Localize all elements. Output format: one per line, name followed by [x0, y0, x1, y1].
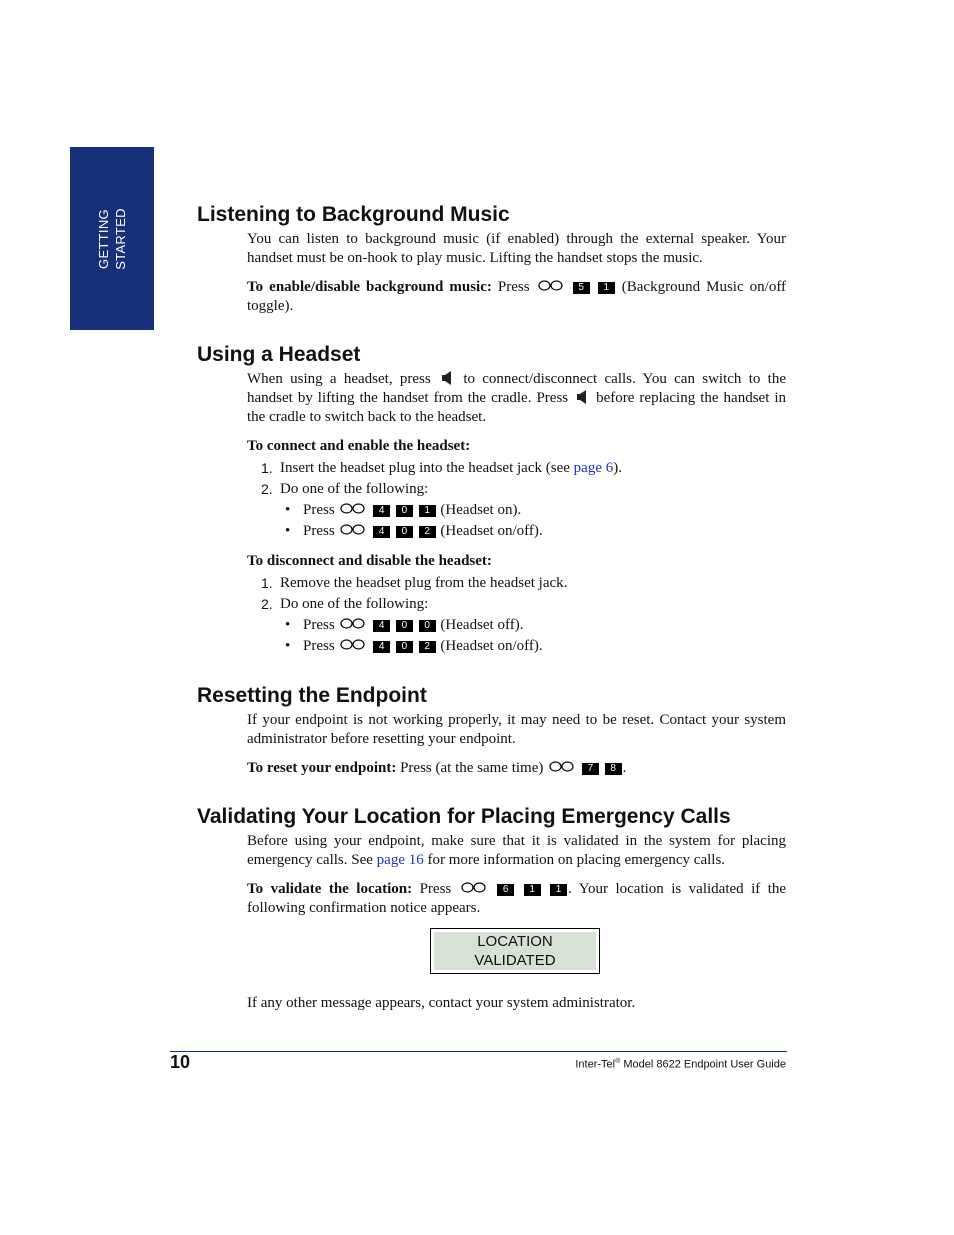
paragraph: Before using your endpoint, make sure that it is validated in the system for placing emergency calls. See page 16 for more information on placing emergency calls.	[247, 833, 786, 868]
key-1: 1	[419, 505, 436, 517]
section-body-emergency	[247, 832, 786, 1013]
speaker-button-icon	[576, 390, 588, 404]
list-item: • Press 4 0 2 (Headset on/off).	[285, 523, 543, 539]
footer-title: Inter-Tel® Model 8622 Endpoint User Guide	[575, 1058, 786, 1071]
section-title-background-music: Listening to Background Music	[197, 203, 510, 226]
instruction-reset: To reset your endpoint: Press (at the same time) 7 8 .	[247, 760, 627, 776]
feature-button-icon	[340, 503, 365, 514]
page-16-link[interactable]: page 16	[376, 852, 424, 868]
feature-button-icon	[461, 882, 486, 893]
chapter-tab	[70, 147, 154, 330]
page-6-link[interactable]: page 6	[573, 460, 614, 476]
key-5: 5	[573, 282, 590, 294]
display-notice: LOCATION VALIDATED	[434, 932, 596, 970]
key-4: 4	[373, 526, 390, 538]
list-item: 2. Do one of the following: • Press 4 0 0 (Headset off). • Press 4 0 2 (Headset on/off).	[247, 594, 786, 657]
speaker-button-icon	[441, 371, 453, 385]
options-disconnect	[280, 615, 786, 657]
instruction-validate: To validate the location: Press 6 1 1 . Your location is validated if the following confirmation notice appears.	[247, 881, 787, 916]
list-item: • Press 4 0 1 (Headset on).	[285, 502, 522, 518]
feature-button-icon	[340, 618, 365, 629]
paragraph: You can listen to background music (if enabled) through the external speaker. Your handset must be on-hook to play music. Lifting the handset stops the music.	[247, 231, 786, 266]
list-item: • Press 4 0 2 (Headset on/off).	[285, 638, 543, 654]
section-body-reset	[247, 711, 786, 778]
steps-connect	[247, 458, 786, 542]
feature-button-icon	[549, 761, 574, 772]
feature-button-icon	[340, 639, 365, 650]
list-item: 1. Insert the headset plug into the headset jack (see page 6).	[261, 460, 622, 476]
steps-disconnect	[247, 573, 786, 657]
feature-button-icon	[340, 524, 365, 535]
key-1: 1	[524, 884, 541, 896]
key-4: 4	[373, 620, 390, 632]
key-4: 4	[373, 505, 390, 517]
list-item: 2. Do one of the following: • Press 4 0 1 (Headset on). • Press 4 0 2 (Headset on/off).	[247, 479, 786, 542]
display-notice-frame	[430, 928, 600, 974]
key-2: 2	[419, 526, 436, 538]
paragraph: If any other message appears, contact your system administrator.	[247, 995, 636, 1011]
key-1: 1	[598, 282, 615, 294]
chapter-tab-label: GETTING STARTED	[96, 207, 128, 270]
procedure-heading-connect: To connect and enable the headset:	[247, 438, 471, 454]
key-0: 0	[396, 505, 413, 517]
key-0: 0	[396, 641, 413, 653]
key-0: 0	[396, 526, 413, 538]
paragraph: When using a headset, press to connect/disconnect calls. You can switch to the handset by lifting the handset from the cradle. Press before replacing the handset in the cradle to switch back to the headset.	[247, 371, 787, 425]
key-2: 2	[419, 641, 436, 653]
key-7: 7	[582, 763, 599, 775]
options-connect	[280, 500, 786, 542]
section-title-headset: Using a Headset	[197, 343, 361, 366]
section-title-emergency: Validating Your Location for Placing Emergency Calls	[197, 805, 731, 828]
page-number: 10	[170, 1052, 191, 1072]
list-item: • Press 4 0 0 (Headset off).	[285, 617, 524, 633]
instruction-background-music: To enable/disable background music: Press 5 1 (Background Music on/off toggle).	[247, 279, 787, 314]
feature-button-icon	[538, 280, 563, 291]
key-6: 6	[497, 884, 514, 896]
key-0: 0	[419, 620, 436, 632]
key-8: 8	[605, 763, 622, 775]
page-content	[197, 200, 787, 1013]
list-item: 1. Remove the headset plug from the headset jack.	[261, 575, 568, 591]
key-4: 4	[373, 641, 390, 653]
procedure-heading-disconnect: To disconnect and disable the headset:	[247, 553, 492, 569]
section-title-reset: Resetting the Endpoint	[197, 684, 427, 707]
key-0: 0	[396, 620, 413, 632]
key-1: 1	[550, 884, 567, 896]
paragraph: If your endpoint is not working properly, it may need to be reset. Contact your system administrator before resetting your endpoint.	[247, 712, 786, 747]
section-body-headset	[247, 370, 786, 657]
section-body-background-music	[247, 230, 786, 316]
footer-divider	[170, 1051, 787, 1052]
